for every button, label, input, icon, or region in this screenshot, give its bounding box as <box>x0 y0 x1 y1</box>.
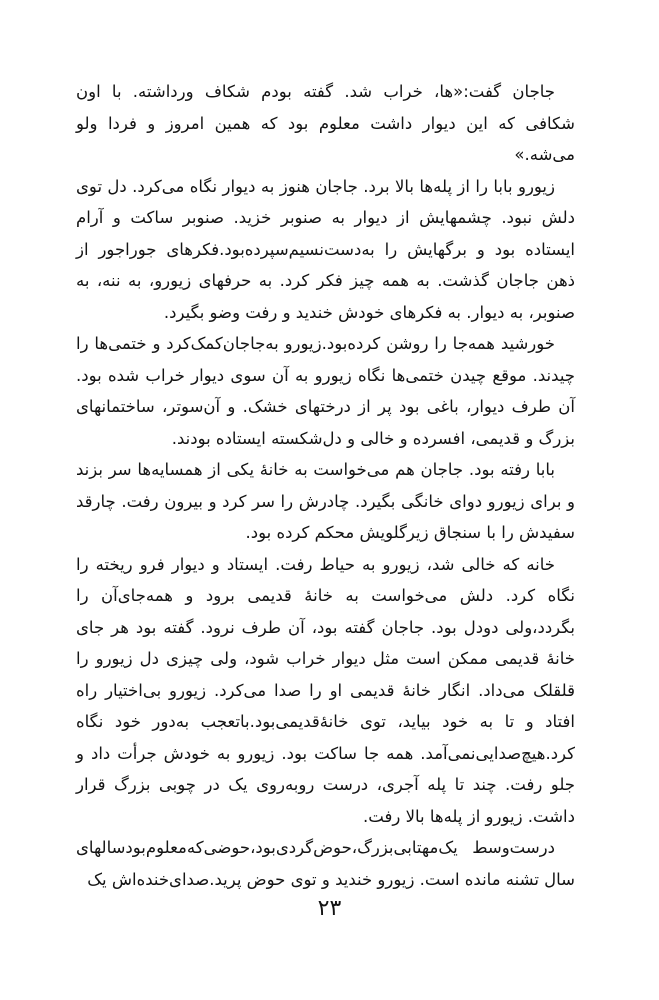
paragraph-4: بابا رفته بود. جاجان هم می‌خواست به خانهٔ یکی از همسایه‌ها سر بزند و برای زیورو دوای خانگی بگیرد. چادرش را سر کرد و بیرون رفت. چارقد سفیدش را با سنجاق زیرگلویش محکم کرده بود. <box>76 460 575 542</box>
paragraph-5: خانه که خالی شد، زیورو به حیاط رفت. ایستاد و دیوار فرو ریخته را نگاه کرد. دلش می‌خواست به خانهٔ قدیمی برود و همه‌جای‌آن را بگردد،ولی دودل بود. جاجان گفته بود، آن طرف نرود. گفته بود هر جای خانهٔ قدیمی ممکن است مثل دیوار خراب شود، ولی چیزی دل زیورو را قلقلک می‌داد. انگار خانهٔ قدیمی او را صدا می‌کرد. زیورو بی‌اختیار راه افتاد و تا به خود بیاید، توی خانهٔ‌قدیمی‌بود.باتعجب به‌دور خود نگاه کرد.هیچ‌صدایی‌نمی‌آمد. همه جا ساکت بود. زیورو به خودش جرأت داد و جلو رفت. چند تا پله آجری، درست روبه‌روی یک در چوبی بزرگ قرار داشت. زیورو از پله‌ها بالا رفت. <box>76 554 575 826</box>
paragraph-1: جاجان گفت:«ها، خراب شد. گفته بودم شکاف ورداشته. با اون شکافی که این دیوار داشت معلوم بود که همین امروز و فردا ولو می‌شه.» <box>76 82 575 164</box>
paragraph-6: درست‌وسط یک‌مهتابی‌بزرگ،حوض‌گردی‌بود،حوضی‌که‌معلوم‌بودسالهای سال تشنه مانده است. زیورو خندید و توی حوض پرید.صدای‌خنده‌اش یک <box>76 838 575 889</box>
paragraph-3: خورشید همه‌جا را روشن کرده‌بود.زیورو به‌جاجان‌کمک‌کرد و ختمی‌ها را چیدند. موقع چیدن ختمی‌ها نگاه زیورو به آن سوی دیوار خراب شده بود. آن طرف دیوار، باغی بود پر از درختهای خشک. و آن‌سوتر، ساختمانهای بزرگ و قدیمی، افسرده و خالی و دل‌شکسته ایستاده بودند. <box>76 334 575 448</box>
body-text <box>76 76 575 895</box>
paragraph-2: زیورو بابا را از پله‌ها بالا برد. جاجان هنوز به دیوار نگاه می‌کرد. دل توی دلش نبود. چشمهایش از دیوار به صنوبر خزید. صنوبر ساکت و آرام ایستاده بود و برگهایش را به‌دست‌نسیم‌سپرده‌بود.فکرهای جوراجور از ذهن جاجان گذشت. به همه چیز فکر کرد. به حرفهای زیورو، به ننه، به صنوبر، به دیوار. به فکرهای خودش خندید و رفت وضو بگیرد. <box>76 176 575 322</box>
page-number: ۲۳ <box>317 896 342 921</box>
